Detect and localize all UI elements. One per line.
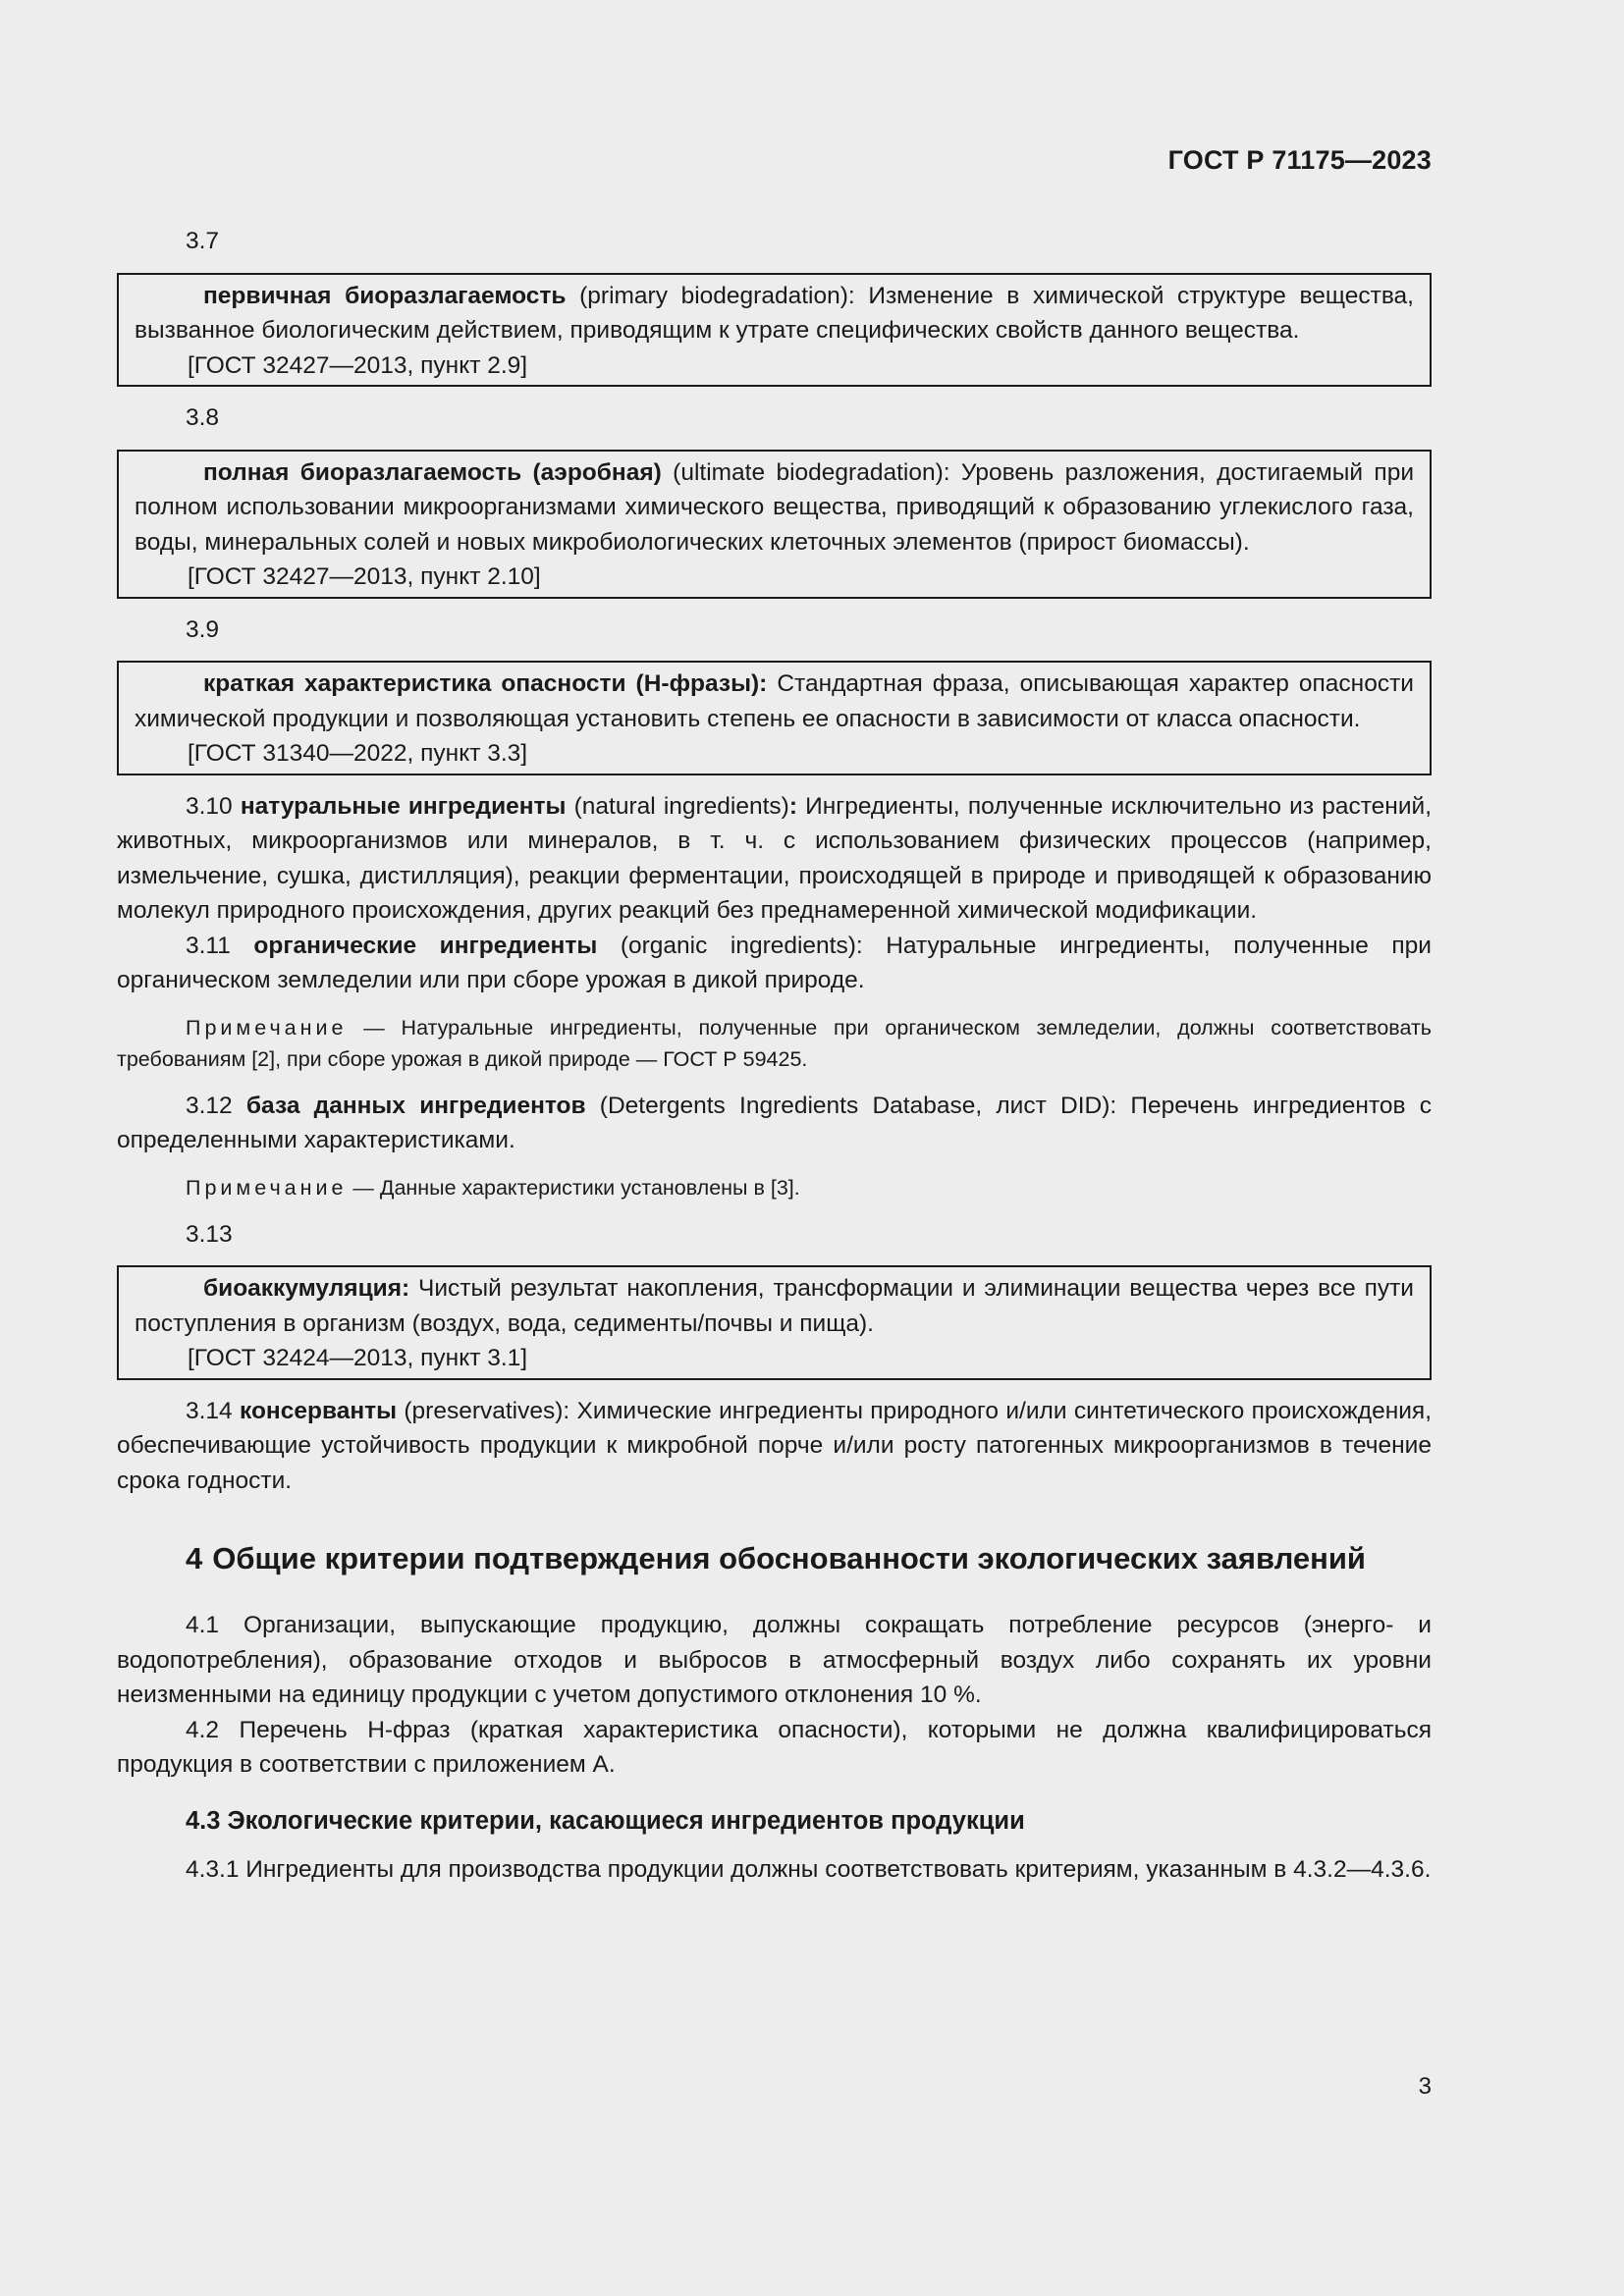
term-definition: [135, 1271, 1414, 1341]
term-number: 3.14: [186, 1397, 241, 1424]
section-heading-4: [117, 1539, 1432, 1578]
note-label: Примечание: [186, 1175, 348, 1200]
note-text: — Данные характеристики установлены в [3].: [347, 1175, 800, 1200]
page-number: 3: [1418, 2073, 1432, 2100]
term-number: 3.11: [186, 932, 254, 959]
section-number: 4: [186, 1541, 203, 1575]
term-number: 3.12: [186, 1092, 246, 1119]
term-number: 3.13: [186, 1220, 233, 1248]
note-3-12: [117, 1172, 1432, 1203]
term-source: [ГОСТ 31340—2022, пункт 3.3]: [188, 740, 528, 767]
term-name: первичная биоразлагаемость: [203, 282, 567, 309]
term-text: Чистый результат накопления, трансформации и элиминации вещества через все пути поступления в организм (воздух, вода, седименты/почвы и пища).: [135, 1275, 1414, 1337]
document-code: ГОСТ Р 71175—2023: [1167, 145, 1432, 175]
term-source: [ГОСТ 32424—2013, пункт 3.1]: [188, 1345, 528, 1371]
term-english: (ultimate biodegradation):: [661, 458, 950, 486]
paragraph-4-1: 4.1 Организации, выпускающие продукцию, должны сокращать потребление ресурсов (энерго- и водопотребления), образование отходов и выбросов в атмосферный воздух либо сохранять их уровни неизменными на единицу продукции с учетом допустимого отклонения 10 %.: [117, 1612, 1432, 1708]
term-name: органические ингредиенты: [253, 932, 598, 959]
term-box-3-8: [117, 450, 1432, 599]
paragraph-4-3-1: 4.3.1 Ингредиенты для производства продукции должны соответствовать критериям, указанным в 4.3.2—4.3.6.: [186, 1855, 1432, 1883]
term-english: (primary biodegradation):: [566, 282, 855, 309]
term-number: 3.10: [186, 792, 241, 820]
term-name: консерванты: [240, 1397, 398, 1424]
term-source: [ГОСТ 32427—2013, пункт 2.10]: [188, 563, 541, 590]
term-3-12: [117, 1089, 1432, 1158]
term-box-3-13: [117, 1265, 1432, 1380]
note-3-11: [117, 1012, 1432, 1075]
section-title: Общие критерии подтверждения обоснованности экологических заявлений: [212, 1541, 1366, 1575]
term-number: 3.9: [186, 615, 220, 643]
term-text: (organic ingredients): Натуральные ингредиенты, полученные при органическом земледелии или при сборе урожая в дикой природе.: [117, 932, 1432, 993]
note-text: — Натуральные ингредиенты, полученные при органическом земледелии, должны соответствовать требованиям [2], при сборе урожая в дикой природе — ГОСТ Р 59425.: [117, 1015, 1432, 1071]
term-colon: :: [788, 792, 798, 820]
subsection-heading-4-3: 4.3 Экологические критерии, касающиеся ингредиентов продукции: [186, 1806, 1025, 1835]
term-name: биоаккумуляция:: [203, 1275, 410, 1302]
term-3-14: [117, 1394, 1432, 1499]
term-text: Изменение в химической структуре вещества, вызванное биологическим действием, приводящим к утрате специфических свойств данного вещества.: [135, 282, 1414, 344]
term-english: (natural ingredients): [566, 792, 789, 820]
term-name: база данных ингредиентов: [245, 1092, 586, 1119]
document-page: [117, 0, 1432, 2296]
term-box-3-7: [117, 273, 1432, 388]
term-name: натуральные ингредиенты: [240, 792, 567, 820]
term-text: (Detergents Ingredients Database, лист DID): Перечень ингредиентов с определенными характеристиками.: [117, 1092, 1433, 1153]
term-definition: [135, 667, 1414, 736]
term-text: Уровень разложения, достигаемый при полном использовании микроорганизмами химического вещества, приводящий к образованию углекислого газа, воды, минеральных солей и новых микробиологических клеточных элементов (прирост биомассы).: [135, 458, 1415, 556]
term-text: Стандартная фраза, описывающая характер опасности химической продукции и позволяющая установить степень ее опасности в зависимости от класса опасности.: [135, 670, 1414, 732]
paragraph-4-2: 4.2 Перечень Н-фраз (краткая характеристика опасности), которыми не должна квалифицироваться продукция в соответствии с приложением А.: [117, 1716, 1432, 1778]
term-name: краткая характеристика опасности (Н-фразы):: [203, 670, 768, 697]
term-3-11: [117, 929, 1432, 998]
term-box-3-9: [117, 661, 1432, 775]
term-text: Ингредиенты, полученные исключительно из растений, животных, микроорганизмов или минералов, в т. ч. с использованием физических процессов (например, измельчение, сушка, дистилляция), реакции ферментации, происходящей в природе и приводящей к образованию молекул природного происхождения, других реакций без преднамеренной химической модификации.: [117, 792, 1433, 924]
term-3-10: [117, 789, 1432, 929]
term-source: [ГОСТ 32427—2013, пункт 2.9]: [188, 351, 528, 379]
document-body: [117, 224, 1432, 1887]
term-text: (preservatives): Химические ингредиенты природного и/или синтетического происхождения, обеспечивающие устойчивость продукции к микробной порче и/или росту патогенных микроорганизмов в течение срока годности.: [117, 1397, 1432, 1494]
term-definition: [135, 279, 1414, 348]
term-name: полная биоразлагаемость (аэробная): [203, 458, 662, 486]
term-definition: [135, 455, 1414, 561]
term-number: 3.7: [186, 228, 220, 254]
note-label: Примечание: [186, 1015, 348, 1040]
term-number: 3.8: [186, 404, 220, 431]
